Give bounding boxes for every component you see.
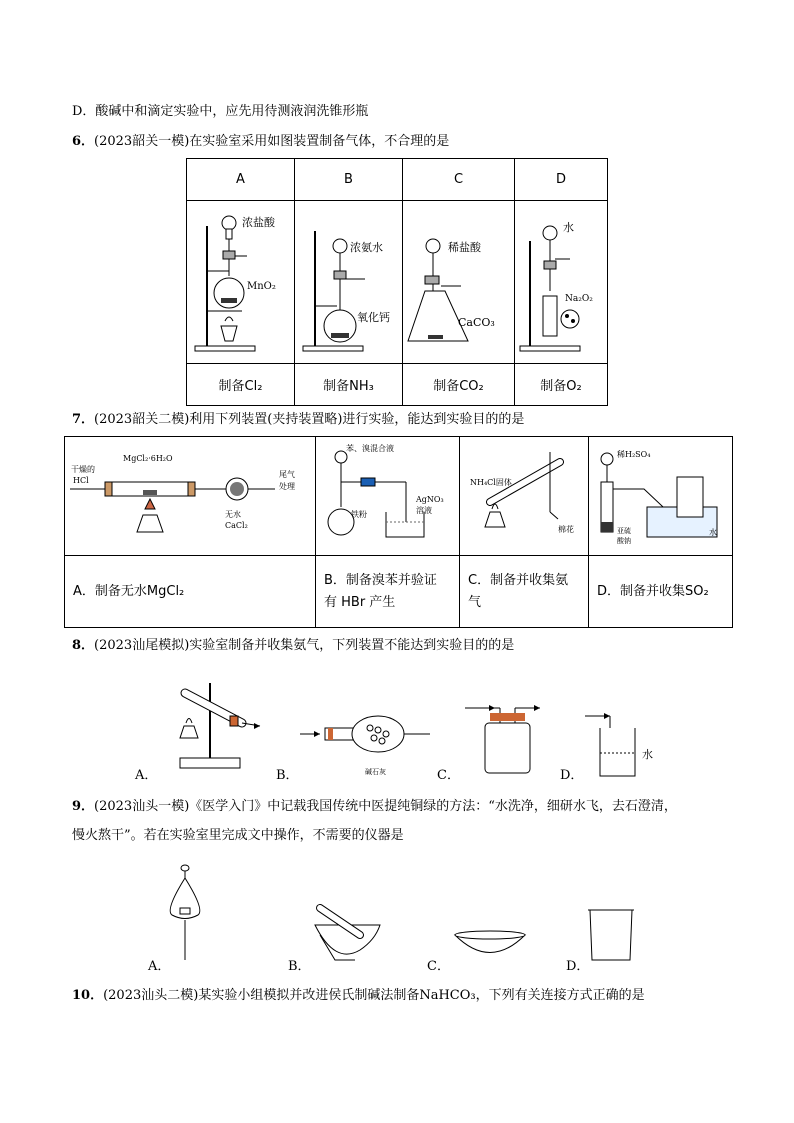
svg-text:水: 水 (642, 748, 653, 761)
svg-text:NH₄Cl固体: NH₄Cl固体 (470, 478, 512, 487)
svg-text:HCl: HCl (73, 476, 89, 485)
q9-letter-c: C． (427, 959, 450, 974)
evaporating-dish-icon (455, 931, 525, 953)
svg-text:铁粉: 铁粉 (351, 510, 367, 519)
q7-option-b: B．制备溴苯并验证 有 HBr 产生 (316, 556, 460, 628)
svg-text:Na₂O₂: Na₂O₂ (565, 294, 593, 304)
option-d-line: D．酸碱中和滴定实验中，应先用待测液润洗锥形瓶 (72, 104, 369, 119)
q7-apparatus-b (316, 437, 460, 556)
separatory-funnel-icon (170, 865, 200, 960)
q7-option-d: D．制备并收集SO₂ (589, 556, 733, 628)
footer-b: 制备NH₃ (295, 364, 403, 406)
question-source: (2023韶关二模) (94, 412, 190, 427)
question-source: (2023汕尾模拟) (94, 638, 190, 653)
header-c: C (403, 159, 515, 201)
q9-letter-d: D． (566, 959, 590, 974)
footer-d: 制备O₂ (515, 364, 608, 406)
svg-text:CaCO₃: CaCO₃ (458, 316, 495, 329)
q8-gas-bottle-icon (465, 705, 540, 773)
question-number: 8． (72, 638, 95, 653)
bromobenzene-apparatus-icon (316, 437, 459, 551)
svg-text:水: 水 (563, 221, 574, 234)
question-number: 6． (72, 134, 95, 149)
q8-letter-a: A． (135, 768, 158, 783)
question-source: (2023韶关一模) (94, 134, 190, 149)
question-6 (72, 133, 449, 151)
svg-text:溶液: 溶液 (416, 506, 432, 515)
footer-c: 制备CO₂ (403, 364, 515, 406)
q8-apparatus-row (130, 668, 690, 783)
svg-text:水: 水 (709, 528, 717, 537)
svg-text:氧化钙: 氧化钙 (357, 311, 390, 324)
apparatus-d (515, 201, 608, 364)
svg-text:AgNO₃: AgNO₃ (416, 495, 444, 504)
q7-option-c: C．制备并收集氨 气 (460, 556, 589, 628)
carbon-dioxide-apparatus-icon (403, 201, 514, 359)
question-10 (72, 987, 645, 1005)
question-source: (2023汕头一模) (94, 799, 190, 814)
q8-drying-tube-icon (300, 716, 430, 776)
q8-letter-c: C． (437, 768, 460, 783)
question-text: 实验室制备并收集氨气，下列装置不能达到实验目的的是 (189, 638, 515, 653)
ammonia-apparatus-icon (295, 201, 402, 359)
svg-text:稀盐酸: 稀盐酸 (448, 241, 481, 254)
header-d: D (515, 159, 608, 201)
q7-option-a: A．制备无水MgCl₂ (65, 556, 316, 628)
svg-text:亚硫: 亚硫 (617, 527, 631, 535)
svg-text:酸钠: 酸钠 (617, 537, 631, 545)
question-text: 《医学入门》中记载我国传统中医提纯铜绿的方法：“水洗净，细研水飞，去石澄清， (189, 799, 677, 814)
svg-text:处理: 处理 (279, 482, 295, 491)
svg-text:稀H₂SO₄: 稀H₂SO₄ (617, 450, 651, 459)
chlorine-apparatus-icon (187, 201, 294, 359)
svg-text:CaCl₂: CaCl₂ (225, 521, 248, 530)
oxygen-apparatus-icon (515, 201, 607, 359)
header-a: A (187, 159, 295, 201)
beaker-icon (588, 910, 634, 960)
svg-text:MgCl₂·6H₂O: MgCl₂·6H₂O (123, 454, 173, 463)
question-number: 7． (72, 412, 95, 427)
q8-water-beaker-icon (585, 713, 653, 776)
question-text: 在实验室采用如图装置制备气体，不合理的是 (189, 134, 450, 149)
svg-text:无水: 无水 (225, 510, 241, 519)
q8-letter-b: B． (276, 768, 299, 783)
svg-text:浓盐酸: 浓盐酸 (242, 216, 275, 229)
svg-text:碱石灰: 碱石灰 (365, 768, 386, 776)
svg-text:棉花: 棉花 (558, 525, 574, 534)
svg-text:尾气: 尾气 (279, 470, 295, 479)
question-number: 9． (72, 799, 95, 814)
svg-text:浓氨水: 浓氨水 (350, 241, 383, 254)
q7-apparatus-a (65, 437, 316, 556)
apparatus-b (295, 201, 403, 364)
apparatus-a (187, 201, 295, 364)
question-source: (2023汕头二模) (103, 988, 199, 1003)
footer-a: 制备Cl₂ (187, 364, 295, 406)
ammonia-heating-apparatus-icon (460, 437, 588, 551)
svg-text:MnO₂: MnO₂ (247, 281, 276, 292)
question-number: 10． (72, 988, 104, 1003)
q7-apparatus-d (589, 437, 733, 556)
q6-table (186, 158, 608, 406)
mortar-pestle-icon (315, 908, 380, 960)
q9-letter-a: A． (148, 959, 171, 974)
q8-heating-apparatus-icon (180, 683, 260, 768)
q9-letter-b: B． (288, 959, 311, 974)
q7-apparatus-c (460, 437, 589, 556)
q8-letter-d: D． (560, 768, 584, 783)
header-b: B (295, 159, 403, 201)
svg-text:干燥的: 干燥的 (71, 465, 95, 474)
mgcl2-apparatus-icon (65, 437, 315, 551)
so2-apparatus-icon (589, 437, 732, 551)
q7-table (64, 436, 733, 628)
q9-apparatus-row (160, 860, 640, 970)
svg-text:苯、溴混合液: 苯、溴混合液 (346, 444, 394, 453)
question-text: 某实验小组模拟并改进侯氏制碱法制备NaHCO₃，下列有关连接方式正确的是 (198, 988, 645, 1003)
question-7 (72, 411, 524, 429)
question-text: 利用下列装置(夹持装置略)进行实验，能达到实验目的的是 (189, 412, 525, 427)
question-8 (72, 637, 514, 655)
apparatus-c (403, 201, 515, 364)
question-9 (72, 798, 677, 816)
question-9-line-2: 慢火熬干”。若在实验室里完成文中操作，不需要的仪器是 (72, 828, 404, 843)
